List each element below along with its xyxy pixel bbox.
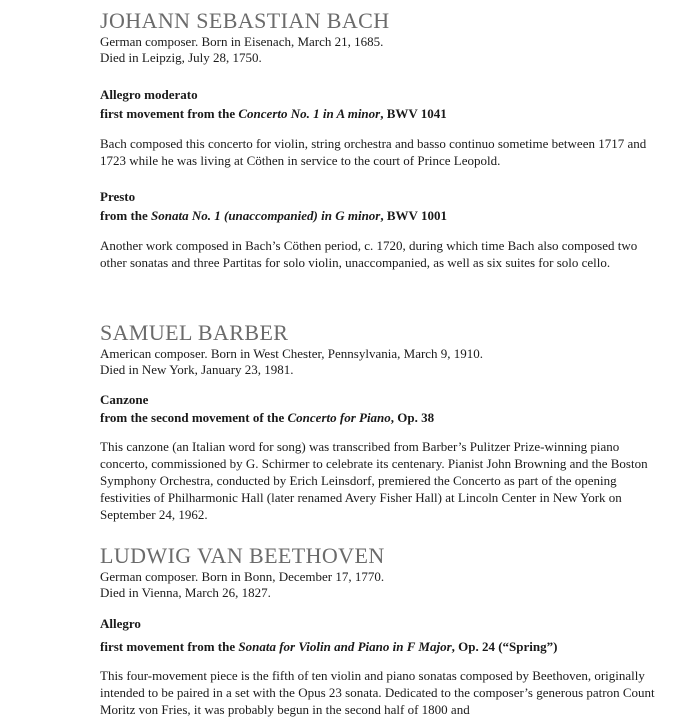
piece-work-title: Concerto for Piano xyxy=(287,410,391,425)
composer-bio-died: Died in Leipzig, July 28, 1750. xyxy=(100,50,262,65)
piece-source xyxy=(100,105,660,122)
composer-section-beethoven xyxy=(100,543,660,718)
piece-source xyxy=(100,638,660,655)
composer-bio-died: Died in Vienna, March 26, 1827. xyxy=(100,585,271,600)
piece-tempo: Canzone xyxy=(100,392,149,407)
piece-tempo: Allegro moderato xyxy=(100,87,198,102)
piece-work-title: Sonata No. 1 (unaccompanied) in G minor xyxy=(151,208,381,223)
piece-work-title: Concerto No. 1 in A minor xyxy=(238,106,381,121)
piece-source xyxy=(100,409,660,426)
piece-tempo: Allegro xyxy=(100,616,141,631)
composer-name: SAMUEL BARBER xyxy=(100,320,289,345)
piece xyxy=(100,615,660,718)
piece xyxy=(100,391,660,523)
piece-catalog: , Op. 24 (“Spring”) xyxy=(451,639,558,654)
composer-bio-born: American composer. Born in West Chester, Pennsylvania, March 9, 1910. xyxy=(100,346,484,361)
piece xyxy=(100,188,660,271)
piece-source-prefix: from the second movement of the xyxy=(100,410,288,425)
piece-description: Another work composed in Bach’s Cöthen period, c. 1720, during which time Bach also composed two other sonatas and three Partitas for solo violin, unaccompanied, as well as six suites for solo cello. xyxy=(100,238,638,270)
piece-catalog: , BWV 1041 xyxy=(380,106,447,121)
piece-source-prefix: first movement from the xyxy=(100,639,239,654)
piece-catalog: , BWV 1001 xyxy=(380,208,447,223)
piece-source xyxy=(100,207,660,224)
piece-description: This canzone (an Italian word for song) was transcribed from Barber’s Pulitzer Prize-winning piano concerto, commissioned by G. Schirmer to celebrate its centenary. Pianist John Browning and the Boston Symphony Orchestra, conducted by Erich Leinsdorf, premiered the Concerto as part of the opening festivities of Philharmonic Hall (later renamed Avery Fisher Hall) at Lincoln Center in New York on September 24, 1962. xyxy=(100,439,648,522)
composer-name: JOHANN SEBASTIAN BACH xyxy=(100,8,390,33)
piece-source-prefix: first movement from the xyxy=(100,106,239,121)
piece xyxy=(100,86,660,169)
piece-description: Bach composed this concerto for violin, string orchestra and basso continuo sometime between 1717 and 1723 while he was living at Cöthen in service to the court of Prince Leopold. xyxy=(100,136,647,168)
piece-catalog: , Op. 38 xyxy=(390,410,435,425)
piece-tempo: Presto xyxy=(100,189,136,204)
piece-description: This four-movement piece is the fifth of ten violin and piano sonatas composed by Beethoven, originally intended to be paired in a set with the Opus 23 sonata. Dedicated to the composer’s generous patron Count Moritz von Fries, it was probably begun in the second half of 1800 and xyxy=(100,668,655,717)
composer-name: LUDWIG VAN BEETHOVEN xyxy=(100,543,385,568)
composer-bio-born: German composer. Born in Eisenach, March 21, 1685. xyxy=(100,34,384,49)
piece-source-prefix: from the xyxy=(100,208,152,223)
composer-section-bach xyxy=(100,8,660,271)
piece-work-title: Sonata for Violin and Piano in F Major xyxy=(238,639,452,654)
composer-section-barber xyxy=(100,320,660,523)
composer-bio-died: Died in New York, January 23, 1981. xyxy=(100,362,294,377)
composer-bio-born: German composer. Born in Bonn, December 17, 1770. xyxy=(100,569,385,584)
